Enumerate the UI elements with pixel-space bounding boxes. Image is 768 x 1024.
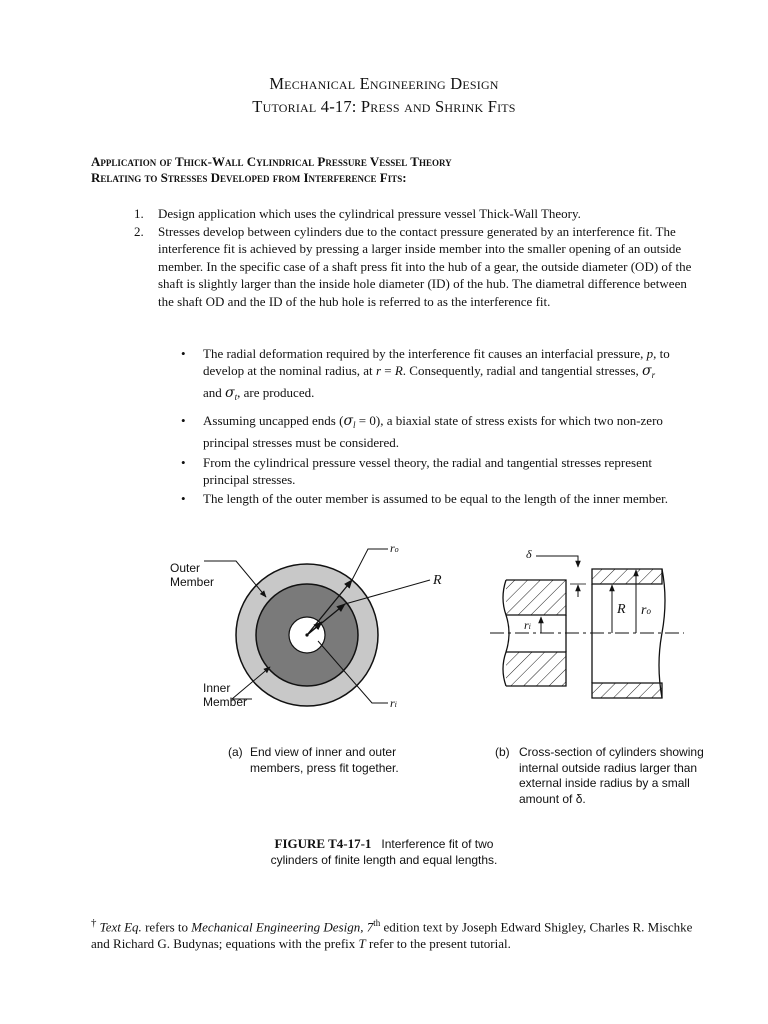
document-title-line1: Mechanical Engineering Design [269,74,499,93]
item-number: 1. [134,206,144,221]
figure-caption-line1: Interference fit of two [381,837,494,851]
delta-label: δ [526,547,532,561]
figure-caption-line2: cylinders of finite length and equal lengths. [270,853,498,867]
bullet-dot: • [181,413,186,428]
symbol-p: p [646,346,654,361]
bullet-dot: • [181,491,186,506]
footnote-dagger: † [91,917,97,929]
bullet-text: = [381,363,395,378]
ri-section-label: ri [524,618,531,632]
sigma-t-subscript: t [234,392,238,402]
caption-a-tag: (a) [228,745,243,759]
cross-section-diagram [490,556,684,698]
bullet-text: Assuming uncapped ends [203,413,340,428]
footnote-text: edition text by Joseph Edward Shigley, Charles R. Mischke and Richard G. Budynas; equations with the prefix [91,919,693,952]
bullet-text: and [203,385,226,400]
item-text: Design application which uses the cylindrical pressure vessel Thick-Wall Theory. [158,206,581,221]
section-heading-line1: Application of Thick-Wall Cylindrical Pressure Vessel Theory [91,154,452,169]
caption-a-text: End view of inner and outer members, press fit together. [250,745,399,775]
bullet-text: The length of the outer member is assumed to be equal to the length of the inner member. [203,491,668,506]
ri-label: ri [390,696,397,710]
footnote-edition-sup: th [373,918,381,928]
bullet-text: From the cylindrical pressure vessel theory, the radial and tangential stresses represent principal stresses. [203,455,652,487]
symbol-R: R [394,363,403,378]
inner-member-lower-section [506,652,566,686]
figure-label: FIGURE T4-17-1 [274,836,372,851]
bullet-text: . Consequently, radial and tangential stresses, [402,363,643,378]
footnote-book-title: Mechanical Engineering Design, 7 [191,919,374,935]
sigma-l-subscript: l [353,420,356,430]
bullet-dot: • [181,455,186,470]
ro-section-label: ro [641,603,651,618]
outer-member-label: Outer Member [170,561,215,589]
footnote-text: refers to [141,919,192,935]
document-title-line2: Tutorial 4-17: Press and Shrink Fits [252,97,516,116]
outer-member-lower-wall [592,683,662,698]
expr-paren: ( [339,413,344,428]
section-heading-line2: Relating to Stresses Developed from Interference Fits: [91,170,407,185]
caption-b-text: Cross-section of cylinders showing internal outside radius larger than external inside radius by a small amount of δ. [519,745,704,806]
item-text: Stresses develop between cylinders due to the contact pressure generated by an interference fit. The interference fit is achieved by pressing a larger inside member into the smaller opening of an outside member. In the specific case of a shaft press fit into the hub of a gear, the outside diameter (OD) of the shaft is slightly larger than the inside hole diameter (ID) of the hub. The diametral difference between the shaft OD and the ID of the hub hole is referred to as the interference fit. [158,223,692,309]
bullet-text: The radial deformation required by the interference fit causes an interfacial pressure, [203,346,647,361]
sigma-t-symbol: σ [225,385,235,401]
delta-leader [536,556,578,567]
footnote [91,915,711,952]
ro-leader [352,549,388,580]
symbol-r: r [375,363,381,378]
figure-caption [0,836,768,868]
expr-paren: = 0) [355,413,381,428]
caption-b-tag: (b) [495,745,510,759]
ro-label: ro [390,541,399,555]
bullet-dot: • [181,346,186,361]
footnote-prefix-T: T [358,936,366,952]
bullet-text: , to develop at the nominal radius, at [203,346,670,378]
inner-member-upper-section [506,580,566,615]
bullet-text: , are produced. [237,385,315,400]
R-section-label: R [617,602,626,617]
inner-member-label: Inner Member [203,681,248,709]
outer-member-upper-wall [592,569,662,584]
footnote-text: refer to the present tutorial. [365,936,511,952]
caption-a [228,745,428,776]
sigma-r-subscript: r [651,370,656,380]
R-label: R [433,573,442,588]
caption-b [495,745,710,807]
bullet-text: , a biaxial state of stress exists for which two non-zero principal stresses must be considered. [203,413,663,450]
sigma-r-symbol: σ [642,363,652,379]
item-number: 2. [134,223,144,239]
sigma-l-symbol: σ [343,413,354,429]
footnote-texteq: Text Eq. [99,919,142,935]
